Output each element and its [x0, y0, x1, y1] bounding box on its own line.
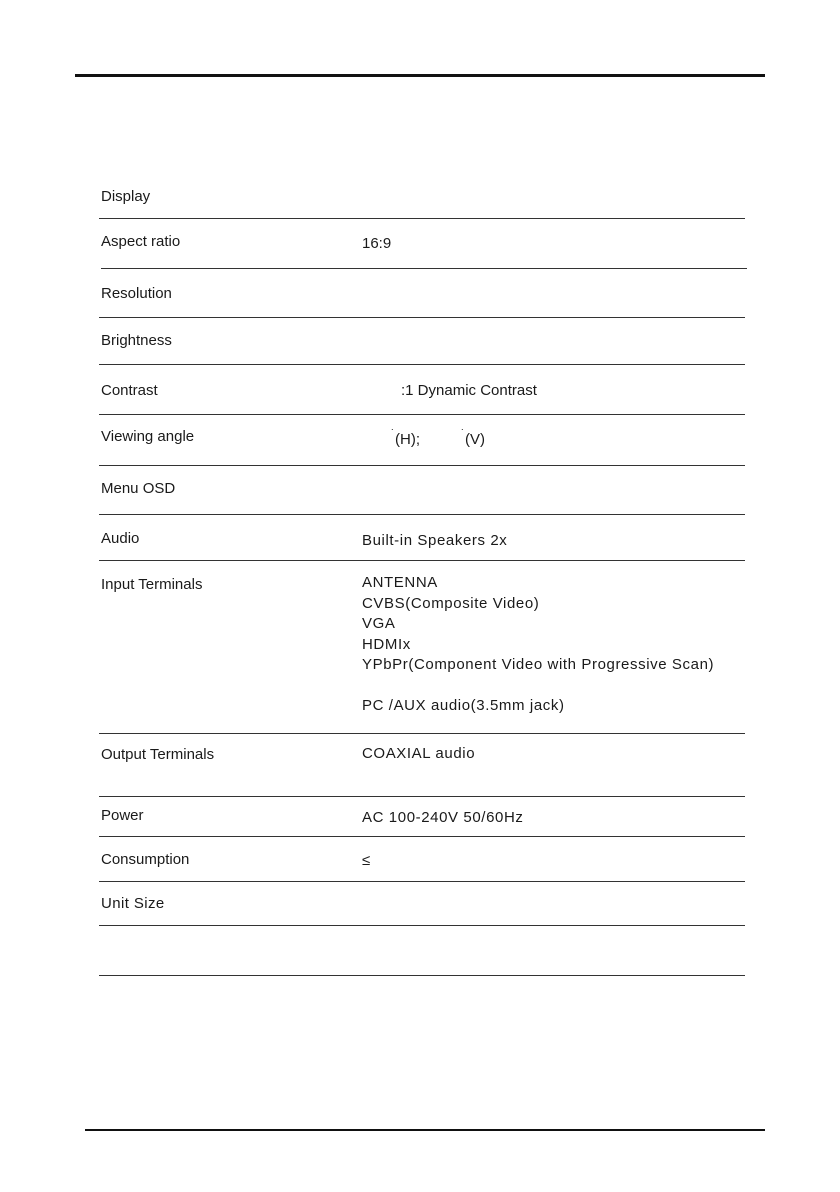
label-audio: Audio: [101, 530, 140, 547]
label-aspect-ratio: Aspect ratio: [101, 233, 181, 250]
input-terminals-list: [362, 573, 714, 717]
value-consumption: ≤: [362, 852, 371, 869]
input-terminal-item: [362, 676, 714, 697]
label-power: Power: [101, 807, 144, 824]
row-divider: [99, 560, 745, 561]
label-resolution: Resolution: [101, 285, 172, 302]
degree-mark: ˙: [391, 428, 395, 440]
value-viewing-angle-vertical: (V): [465, 431, 485, 448]
row-divider: [99, 796, 745, 797]
degree-mark: ˙: [461, 428, 465, 440]
label-unit-size: Unit Size: [101, 895, 165, 912]
input-terminal-item: PC /AUX audio(3.5mm jack): [362, 697, 565, 714]
row-divider: [99, 218, 745, 219]
input-terminal-item: CVBS(Composite Video): [362, 594, 540, 612]
label-input-terminals: Input Terminals: [101, 576, 203, 593]
row-divider: [99, 364, 745, 365]
value-viewing-angle-horizontal: (H);: [395, 431, 420, 448]
row-divider: [99, 414, 745, 415]
row-divider: [99, 836, 745, 837]
label-output-terminals: Output Terminals: [101, 746, 215, 763]
label-display: Display: [101, 188, 151, 205]
label-viewing-angle: Viewing angle: [101, 428, 195, 445]
input-terminal-item: VGA: [362, 615, 396, 632]
footer-rule: [85, 1129, 765, 1131]
input-terminal-item: ANTENNA: [362, 574, 438, 591]
row-divider: [99, 465, 745, 466]
row-divider: [99, 925, 745, 926]
row-divider: [99, 881, 745, 882]
label-brightness: Brightness: [101, 332, 172, 349]
value-contrast: :1 Dynamic Contrast: [401, 382, 537, 399]
label-contrast: Contrast: [101, 382, 158, 399]
row-divider: [99, 514, 745, 515]
row-divider: [99, 975, 745, 976]
row-divider: [101, 268, 747, 269]
row-divider: [99, 317, 745, 318]
label-menu-osd: Menu OSD: [101, 480, 176, 497]
value-output-terminals: COAXIAL audio: [362, 745, 476, 762]
value-power: AC 100-240V 50/60Hz: [362, 809, 524, 826]
input-terminal-item: HDMIx: [362, 635, 411, 653]
row-divider: [99, 733, 745, 734]
value-audio: Built-in Speakers 2x: [362, 532, 508, 549]
label-consumption: Consumption: [101, 851, 190, 868]
value-aspect-ratio: 16:9: [362, 235, 392, 252]
input-terminal-item: YPbPr(Component Video with Progressive Scan): [362, 656, 715, 673]
